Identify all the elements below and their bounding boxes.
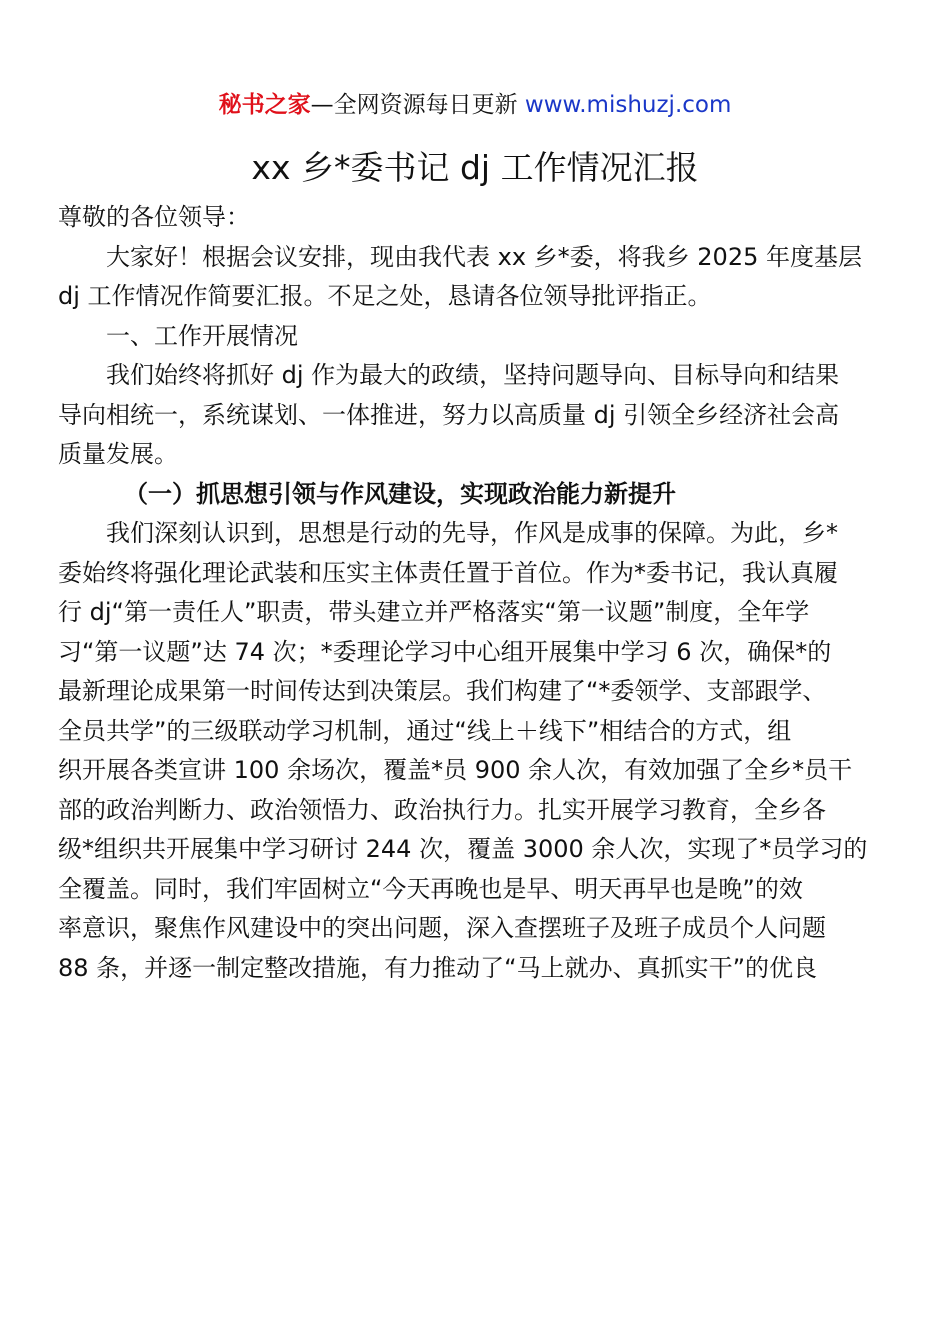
document-title: xx 乡*委书记 dj 工作情况汇报: [251, 148, 699, 187]
site-tagline: —全网资源每日更新: [310, 92, 518, 118]
paragraph-line: 部的政治判断力、政治领悟力、政治执行力。扎实开展学习教育，全乡各: [58, 795, 826, 824]
paragraph-line: 行 dj“第一责任人”职责，带头建立并严格落实“第一议题”制度，全年学: [58, 598, 810, 626]
site-url-link[interactable]: www.mishuzj.com: [524, 92, 732, 118]
paragraph-line: 最新理论成果第一时间传达到决策层。我们构建了“*委领学、支部跟学、: [58, 677, 827, 705]
section-heading: 一、工作开展情况: [106, 321, 298, 350]
paragraph-line: 习“第一议题”达 74 次；*委理论学习中心组开展集中学习 6 次，确保*的: [58, 637, 832, 666]
paragraph-line: 率意识，聚焦作风建设中的突出问题，深入查摆班子及班子成员个人问题: [58, 914, 826, 942]
site-banner: [0, 88, 950, 122]
paragraph-line: 委始终将强化理论武装和压实主体责任置于首位。作为*委书记，我认真履: [58, 558, 838, 587]
site-brand: 秘书之家: [218, 92, 311, 118]
paragraph-line: 织开展各类宣讲 100 余场次，覆盖*员 900 余人次，有效加强了全乡*员干: [58, 756, 853, 784]
paragraph-line: 质量发展。: [58, 440, 178, 468]
paragraph-line: 我们始终将抓好 dj 作为最大的政绩，坚持问题导向、目标导向和结果: [106, 361, 840, 389]
paragraph-line: 全覆盖。同时，我们牢固树立“今天再晚也是早、明天再早也是晚”的效: [58, 874, 803, 903]
paragraph-line: 88 条，并逐一制定整改措施，有力推动了“马上就办、真抓实干”的优良: [58, 953, 818, 982]
document-body: [58, 198, 894, 988]
paragraph-line: 大家好！根据会议安排，现由我代表 xx 乡*委，将我乡 2025 年度基层: [106, 242, 862, 271]
paragraph-line: 级*组织共开展集中学习研讨 244 次，覆盖 3000 余人次，实现了*员学习的: [58, 835, 868, 863]
paragraph-line: 全员共学”的三级联动学习机制，通过“线上＋线下”相结合的方式，组: [58, 716, 792, 745]
paragraph-line: 导向相统一，系统谋划、一体推进，努力以高质量 dj 引领全乡经济社会高: [58, 400, 840, 429]
paragraph-line: 我们深刻认识到，思想是行动的先导，作风是成事的保障。为此，乡*: [106, 519, 838, 547]
subsection-heading: （一）抓思想引领与作风建设，实现政治能力新提升: [124, 479, 676, 508]
paragraph-line: dj 工作情况作简要汇报。不足之处，恳请各位领导批评指正。: [58, 282, 712, 310]
salutation: 尊敬的各位领导：: [58, 203, 250, 231]
